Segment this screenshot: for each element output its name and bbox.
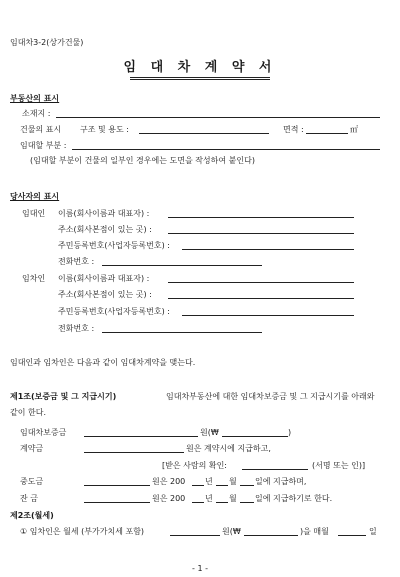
lease-part-label: 임대할 부분 : (20, 141, 67, 150)
lessee-name-label: 이름(회사이름과 대표자) : (58, 274, 150, 283)
lessor-phone-field[interactable] (102, 265, 262, 266)
mid-month-field[interactable] (216, 485, 228, 486)
contract-amount-field[interactable] (84, 452, 184, 453)
lessor-address-field[interactable] (168, 233, 354, 234)
lessor-name-field[interactable] (168, 217, 354, 218)
rent-numeric-field[interactable] (244, 535, 298, 536)
lessor-id-label: 주민등록번호(사업자등록번호) : (58, 241, 170, 250)
contract-label: 계약금 (20, 444, 44, 453)
balance-month-unit: 월 (229, 494, 237, 503)
lessee-phone-label: 전화번호 : (58, 324, 95, 333)
area-label: 면적 : (283, 125, 304, 134)
area-field[interactable] (306, 133, 348, 134)
lessor-address-label: 주소(회사본점이 있는 곳) : (58, 225, 152, 234)
receipt-sign: (서명 또는 인)] (312, 461, 366, 470)
balance-year-unit: 년 (205, 494, 213, 503)
document-title: 임 대 차 계 약 서 (123, 60, 277, 75)
article2-heading: 제2조(월세) (10, 511, 54, 520)
article2-item1: ① 임차인은 월세 (부가가치세 포함) (20, 527, 145, 536)
rent-monthly-text: )을 매월 (300, 527, 329, 536)
lessor-id-field[interactable] (182, 249, 354, 250)
lessor-label: 임대인 (22, 209, 46, 218)
article1-text-cont: 같이 한다. (10, 408, 46, 417)
property-note: (임대할 부분이 건물의 일부인 경우에는 도면을 작성하여 붙인다) (30, 156, 255, 165)
receipt-signature-field[interactable] (242, 469, 308, 470)
contract-text: 원은 계약시에 지급하고, (186, 444, 271, 453)
lessee-label: 임차인 (22, 274, 46, 283)
rent-day-field[interactable] (338, 535, 366, 536)
mid-payment-label: 중도금 (20, 477, 44, 486)
document-code: 임대차3-2(상가건물) (10, 38, 84, 47)
deposit-label: 임대차보증금 (20, 428, 67, 437)
title-underline (130, 77, 270, 78)
property-heading: 부동산의 표시 (10, 94, 60, 103)
rent-day-unit: 일 (369, 527, 377, 536)
parties-heading: 당사자의 표시 (10, 192, 60, 201)
rent-amount-field[interactable] (170, 535, 220, 536)
title-underline (130, 79, 270, 80)
lessee-address-field[interactable] (168, 298, 354, 299)
lessor-name-label: 이름(회사이름과 대표자) : (58, 209, 150, 218)
balance-amount-field[interactable] (84, 502, 150, 503)
lessee-id-label: 주민등록번호(사업자등록번호) : (58, 307, 170, 316)
lease-part-field[interactable] (72, 149, 380, 150)
lessee-name-field[interactable] (168, 282, 354, 283)
building-label: 건물의 표시 (20, 125, 62, 134)
deposit-won: 원(₩ (200, 428, 219, 437)
lessee-phone-field[interactable] (102, 332, 262, 333)
lessee-id-field[interactable] (182, 315, 354, 316)
page-number: - 1 - (192, 564, 208, 573)
lessor-phone-label: 전화번호 : (58, 257, 95, 266)
lessee-address-label: 주소(회사본점이 있는 곳) : (58, 290, 152, 299)
balance-text: 원은 200 (152, 494, 186, 503)
balance-day-field[interactable] (240, 502, 254, 503)
mid-text-end: 일에 지급하며, (255, 477, 307, 486)
deposit-amount-field[interactable] (84, 436, 198, 437)
mid-month-unit: 월 (229, 477, 237, 486)
rent-won: 원(₩ (222, 527, 241, 536)
balance-month-field[interactable] (216, 502, 228, 503)
receipt-text: [받은 사람의 확인: (162, 461, 227, 470)
mid-text: 원은 200 (152, 477, 186, 486)
balance-year-field[interactable] (192, 502, 204, 503)
deposit-numeric-field[interactable] (222, 436, 288, 437)
structure-label: 구조 및 용도 : (80, 125, 129, 134)
balance-text-end: 일에 지급하기로 한다. (255, 494, 333, 503)
agreement-text: 임대인과 임차인은 다음과 같이 임대차계약을 맺는다. (10, 358, 196, 367)
deposit-close: ) (288, 428, 292, 437)
area-unit: ㎡ (350, 125, 358, 134)
location-label: 소재지 : (22, 109, 51, 118)
article1-text: 임대차부동산에 대한 임대차보증금 및 그 지급시기를 아래와 (166, 392, 375, 401)
mid-amount-field[interactable] (84, 485, 150, 486)
location-field[interactable] (56, 117, 380, 118)
mid-year-field[interactable] (192, 485, 204, 486)
mid-year-unit: 년 (205, 477, 213, 486)
article1-heading: 제1조(보증금 및 그 지급시기) (10, 392, 117, 401)
balance-label: 잔 금 (20, 494, 38, 503)
mid-day-field[interactable] (240, 485, 254, 486)
structure-field[interactable] (139, 133, 269, 134)
